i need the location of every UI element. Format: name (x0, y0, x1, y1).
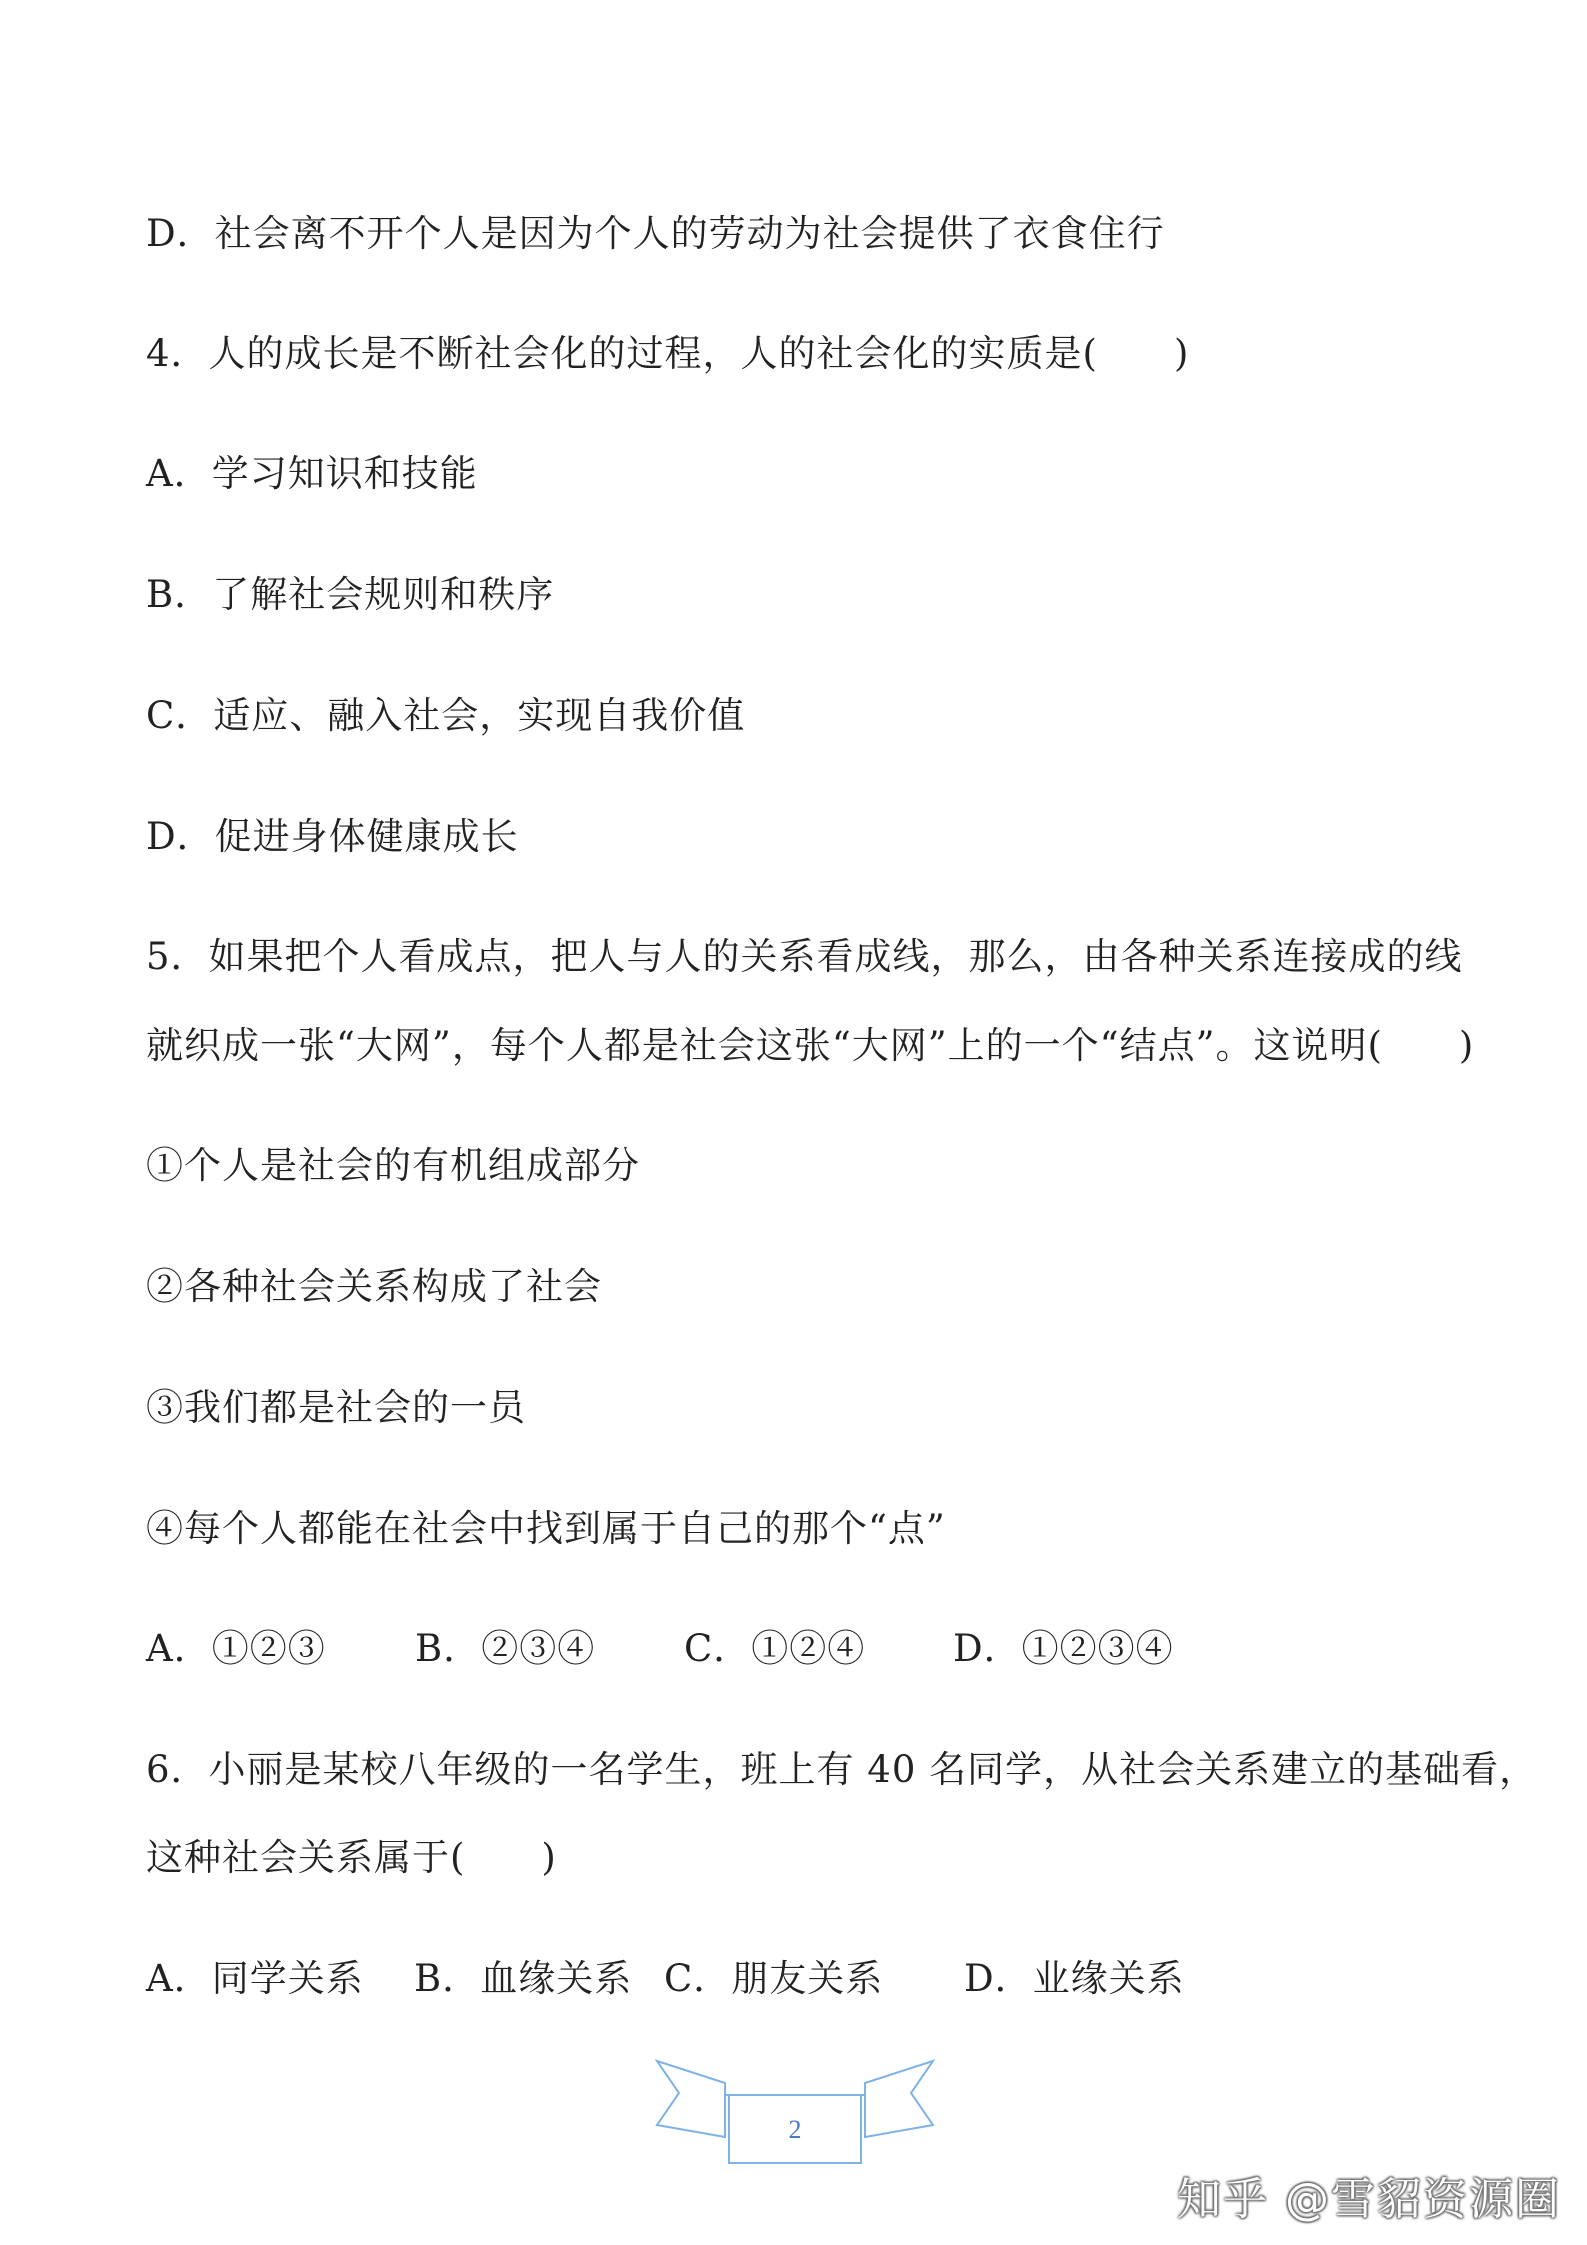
q5-statement-3: ③我们都是社会的一员 (146, 1386, 526, 1429)
watermark: 知乎 @雪貂资源圈 (1177, 2174, 1561, 2225)
q4-option-b: B．了解社会规则和秩序 (146, 573, 555, 616)
q5-option-a: A．①②③ (146, 1627, 326, 1670)
q4-stem: 4．人的成长是不断社会化的过程，人的社会化的实质是( ) (146, 332, 1190, 375)
q6-stem-line1: 6．小丽是某校八年级的一名学生，班上有 40 名同学，从社会关系建立的基础看， (146, 1748, 1538, 1791)
q5-statement-1: ①个人是社会的有机组成部分 (146, 1144, 640, 1187)
q6-option-d: D．业缘关系 (964, 1957, 1185, 2000)
page-number: 2 (788, 2115, 802, 2144)
q5-stem-line1: 5．如果把个人看成点，把人与人的关系看成线，那么，由各种关系连接成的线 (146, 935, 1463, 978)
q6-option-b: B．血缘关系 (414, 1957, 633, 2000)
q5-option-d: D．①②③④ (953, 1627, 1174, 1670)
q6-options (146, 1955, 1246, 2003)
q5-stem-line2: 就织成一张“大网”，每个人都是社会这张“大网”上的一个“结点”。这说明( ) (146, 1024, 1475, 1067)
q5-statement-4: ④每个人都能在社会中找到属于自己的那个“点” (146, 1507, 946, 1550)
q3-option-d: D．社会离不开个人是因为个人的劳动为社会提供了衣食住行 (146, 212, 1165, 255)
q4-option-d: D．促进身体健康成长 (146, 815, 519, 858)
q6-stem-line2: 这种社会关系属于( ) (146, 1836, 557, 1879)
q6-option-c: C．朋友关系 (664, 1957, 884, 2000)
q5-option-b: B．②③④ (415, 1627, 596, 1670)
q5-option-c: C．①②④ (684, 1627, 866, 1670)
q4-option-c: C．适应、融入社会，实现自我价值 (146, 694, 746, 737)
q6-option-a: A．同学关系 (146, 1957, 364, 2000)
q5-statement-2: ②各种社会关系构成了社会 (146, 1265, 602, 1308)
q4-option-a: A．学习知识和技能 (146, 452, 478, 495)
q5-options (146, 1625, 1246, 1673)
ribbon-banner-icon (655, 2055, 935, 2167)
page-footer (655, 2055, 935, 2167)
